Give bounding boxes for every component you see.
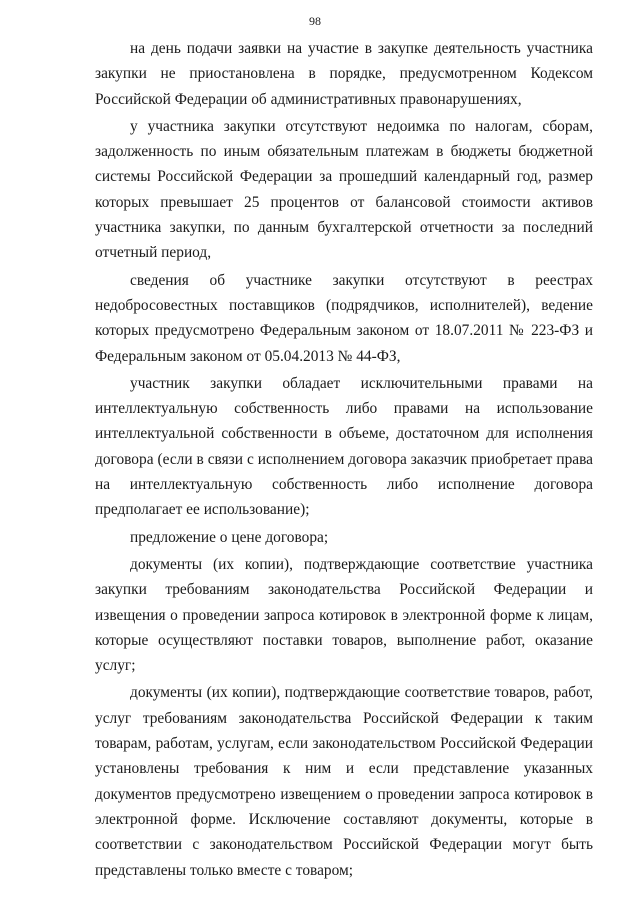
paragraph-participant-compliance-docs: документы (их копии), подтверждающие соответствие участника закупки требованиям законодательства Российской Федерации и извещения о проведении запроса котировок в электронной форме к лицам, которые осуществляют поставки товаров, выполнение работ, оказание услуг;	[95, 555, 593, 675]
paragraph-intellectual-property: участник закупки обладает исключительными правами на интеллектуальную собственность либо правами на использование интеллектуальной собственности в объеме, достаточном для исполнения договора (если в связи с исполнением договора заказчик приобретает права на интеллектуальную собственность либо исполнение договора предполагает ее использование);	[95, 374, 593, 519]
paragraph-goods-compliance-docs: документы (их копии), подтверждающие соответствие товаров, работ, услуг требованиям законодательства Российской Федерации к таким товарам, работам, услугам, если законодательством Российской Федерации установлены требования к ним и если представление указанных документов предусмотрено извещением о проведении запроса котировок в электронной форме. Исключение составляют документы, которые в соответствии с законодательством Российской Федерации могут быть представлены только вместе с товаром;	[95, 684, 593, 879]
paragraph-not-suspended: на день подачи заявки на участие в закупке деятельность участника закупки не приостановлена в порядке, предусмотренном Кодексом Российской Федерации об административных правонарушениях,	[95, 40, 593, 108]
paragraph-not-in-registries: сведения об участнике закупки отсутствуют в реестрах недобросовестных поставщиков (подрядчиков, исполнителей), ведение которых предусмотрено Федеральным законом от 18.07.2011 № 223-ФЗ и Федеральным законом от 05.04.2013 № 44-ФЗ,	[95, 271, 593, 365]
page-number: 98	[309, 14, 321, 28]
paragraph-price-offer: предложение о цене договора;	[130, 528, 329, 546]
paragraph-no-tax-arrears: у участника закупки отсутствуют недоимка по налогам, сборам, задолженность по иным обязательным платежам в бюджеты бюджетной системы Российской Федерации за прошедший календарный год, размер которых превышает 25 процентов от балансовой стоимости активов участника закупки, по данным бухгалтерской отчетности за последний отчетный период,	[95, 117, 593, 262]
document-body	[95, 36, 593, 885]
